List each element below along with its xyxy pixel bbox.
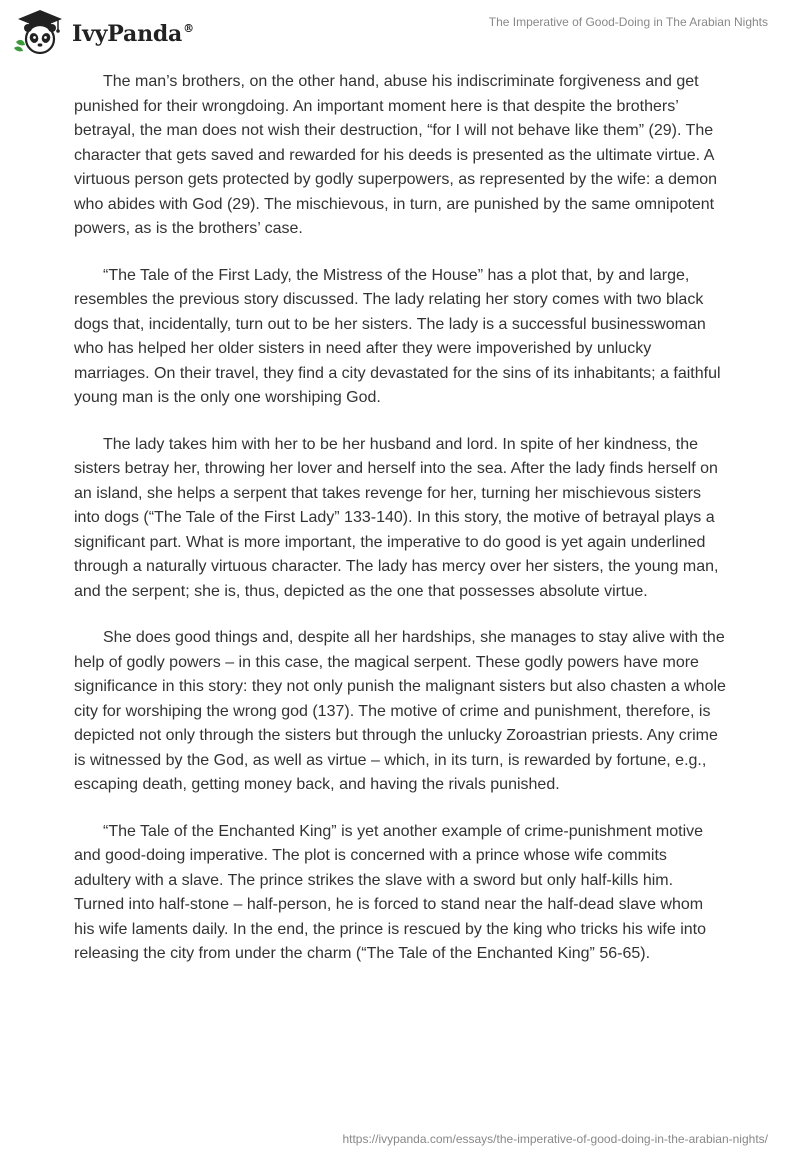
ivypanda-logo[interactable] [12,8,194,56]
paragraph: “The Tale of the First Lady, the Mistress of the House” has a plot that, by and large, resembles the previous story discussed. The lady relating her story comes with two black dogs that, incidentally, turn out to be her sisters. The lady is a successful businesswoman who has helped her older sisters in need after they were impoverished by unlucky marriages. On their travel, they find a city devastated for the sins of its inhabitants; a faithful young man is the only one worshiping God. [74,266,721,406]
paragraph: The lady takes him with her to be her husband and lord. In spite of her kindness, the sisters betray her, throwing her lover and herself into the sea. After the lady finds herself on an island, she helps a serpent that takes revenge for her, turning her mischievous sisters into dogs (“The Tale of the First Lady” 133-140). In this story, the motive of betrayal plays a significant part. What is more important, the imperative to do good is yet again underlined through a naturally virtuous character. The lady has mercy over her sisters, the young man, and the serpent; she is, thus, depicted as the one that possesses absolute virtue. [74,435,719,600]
essay-body [74,70,726,989]
panda-graduation-cap-icon [12,8,68,56]
source-url[interactable]: https://ivypanda.com/essays/the-imperative-of-good-doing-in-the-arabian-nights/ [342,1132,768,1146]
paragraph: The man’s brothers, on the other hand, abuse his indiscriminate forgiveness and get punished for their wrongdoing. An important moment here is that despite the brothers’ betrayal, the man does not wish their destruction, “for I will not behave like them” (29). The character that gets saved and rewarded for his deeds is presented as the ultimate virtue. A virtuous person gets protected by godly superpowers, as represented by the wife: a demon who abides with God (29). The mischievous, in turn, are punished by the same omnipotent powers, as is the brothers’ case. [74,73,718,237]
page-header [0,0,800,60]
paragraph: She does good things and, despite all her hardships, she manages to stay alive with the help of godly powers – in this case, the magical serpent. These godly powers have more significance in this story: they not only punish the malignant sisters but also chasten a whole city for worshiping the wrong god (137). The motive of crime and punishment, therefore, is depicted not only through the sisters but through the unlucky Zoroastrian priests. Any crime is witnessed by the God, as well as virtue – which, in its turn, is rewarded by fortune, e.g., escaping death, getting money back, and having the rivals punished. [74,629,726,793]
document-title: The Imperative of Good-Doing in The Arabian Nights [488,15,768,29]
paragraph: “The Tale of the Enchanted King” is yet another example of crime-punishment motive and good-doing imperative. The plot is concerned with a prince whose wife commits adultery with a slave. The prince strikes the slave with a sword but only half-kills him. Turned into half-stone – half-person, he is forced to stand near the half-dead slave whom his wife laments daily. In the end, the prince is rescued by the king who tricks his wife into releasing the city from under the charm (“The Tale of the Enchanted King” 56-65). [74,822,707,962]
brand-name: IvyPanda® [72,21,194,47]
registered-mark: ® [183,22,194,35]
